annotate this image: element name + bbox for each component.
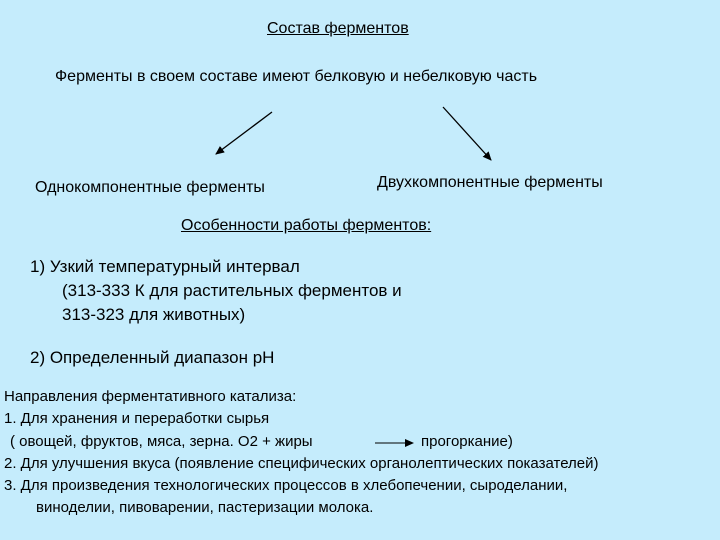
branch-right-label: Двухкомпонентные ферменты	[377, 174, 603, 191]
direction-1-cont-b: прогоркание)	[421, 433, 513, 450]
feature-1-line-1: 1) Узкий температурный интервал	[30, 257, 300, 276]
direction-1-cont-a: ( овощей, фруктов, мяса, зерна. О2 + жиры	[10, 433, 313, 450]
slide-title: Состав ферментов	[267, 20, 409, 37]
direction-3: 3. Для произведения технологических процессов в хлебопечении, сыроделании,	[4, 477, 568, 494]
arrow-right	[443, 107, 491, 160]
feature-1-line-2: (313-333 К для растительных ферментов и	[62, 281, 402, 300]
arrow-left	[216, 112, 272, 154]
direction-2: 2. Для улучшения вкуса (появление специфических органолептических показателей)	[4, 455, 599, 472]
branch-left-label: Однокомпонентные ферменты	[35, 179, 265, 196]
directions-heading: Направления ферментативного катализа:	[4, 388, 297, 405]
intro-text: Ферменты в своем составе имеют белковую и небелковую часть	[55, 68, 538, 85]
feature-1-line-3: 313-323 для животных)	[62, 305, 246, 324]
features-heading: Особенности работы ферментов:	[181, 217, 432, 234]
direction-3-cont: виноделии, пивоварении, пастеризации молока.	[36, 499, 374, 516]
direction-1: 1. Для хранения и переработки сырья	[4, 410, 270, 427]
feature-2: 2) Определенный диапазон рН	[30, 348, 275, 367]
